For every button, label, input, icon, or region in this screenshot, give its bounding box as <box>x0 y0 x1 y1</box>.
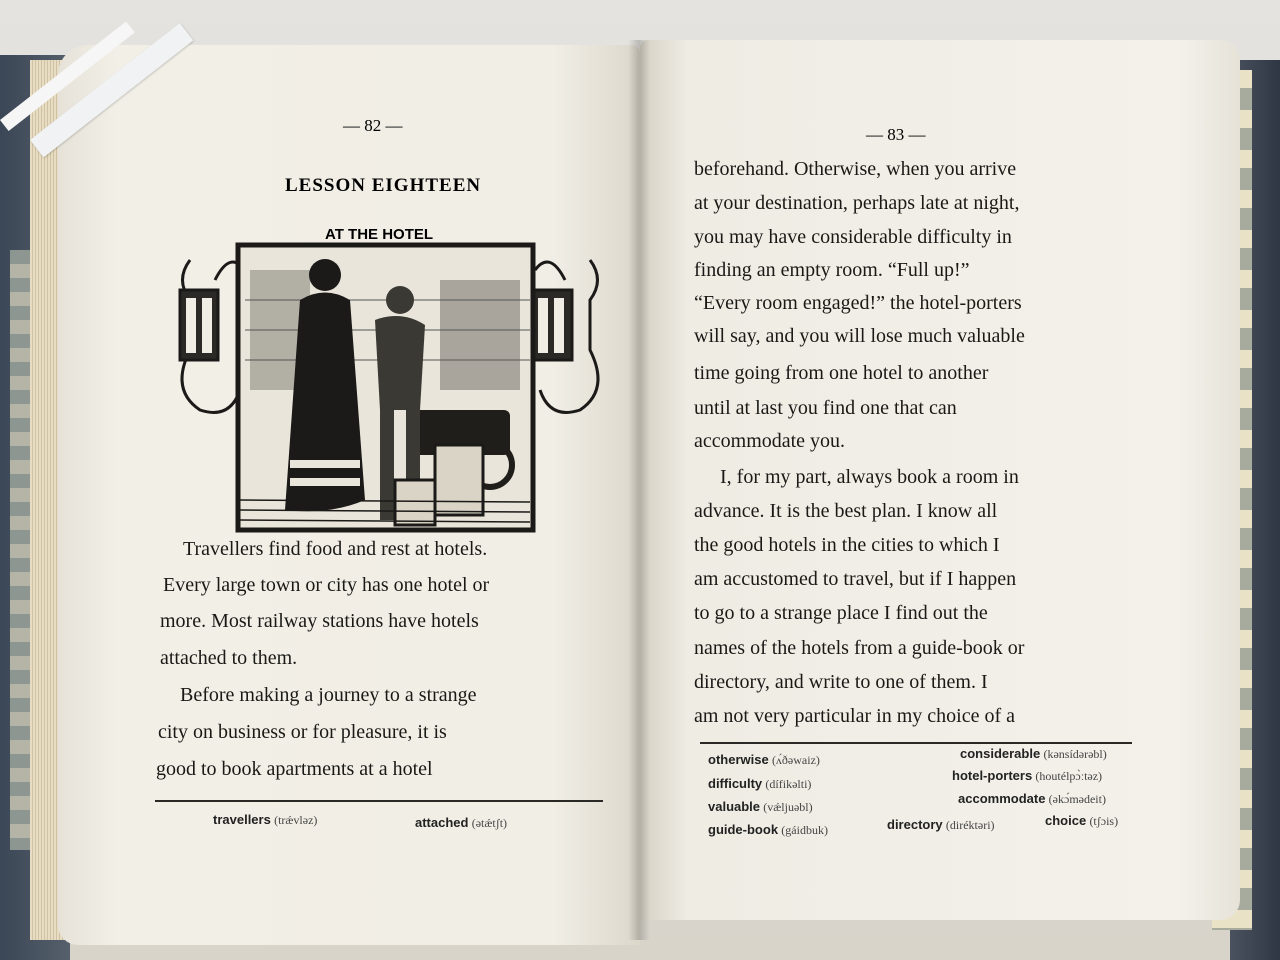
left-line-6: city on business or for pleasure, it is <box>158 721 447 743</box>
left-line-1: Travellers find food and rest at hotels. <box>183 538 488 560</box>
right-line-1: beforehand. Otherwise, when you arrive <box>694 158 1017 180</box>
lantern-left-icon <box>180 260 245 413</box>
right-line-5: “Every room engaged!” the hotel-porters <box>694 292 1022 314</box>
right-gloss-9: choice (tʃɔis) <box>1045 813 1119 828</box>
right-line-14: to go to a strange place I find out the <box>694 602 988 624</box>
right-gloss-2: considerable (kənsídərəbl) <box>960 746 1107 761</box>
right-line-8: until at last you find one that can <box>694 397 957 419</box>
lesson-subtitle: AT THE HOTEL <box>325 226 434 243</box>
right-gloss-8: directory (diréktəri) <box>887 817 995 832</box>
right-line-13: am accustomed to travel, but if I happen <box>694 568 1017 590</box>
page-number-left: — 82 — <box>343 116 403 135</box>
right-gloss-4: hotel-porters (houtélpɔ̀ːtəz) <box>952 768 1103 783</box>
right-line-11: advance. It is the best plan. I know all <box>694 500 998 522</box>
right-line-15: names of the hotels from a guide-book or <box>694 637 1025 659</box>
left-line-3: more. Most railway stations have hotels <box>160 610 479 632</box>
right-gloss-7: guide-book (gáidbuk) <box>708 822 828 837</box>
hotel-doorway-illustration <box>170 240 610 535</box>
right-line-16: directory, and write to one of them. I <box>694 671 988 693</box>
left-gloss-2: attached (ətǽtʃt) <box>415 815 508 830</box>
left-line-2: Every large town or city has one hotel or <box>163 574 490 596</box>
right-line-3: you may have considerable difficulty in <box>694 226 1012 248</box>
lesson-title: LESSON EIGHTEEN <box>285 175 482 196</box>
lantern-right-icon <box>532 260 598 413</box>
left-line-4: attached to them. <box>160 647 298 669</box>
page-number-right: — 83 — <box>866 125 926 144</box>
right-line-17: am not very particular in my choice of a <box>694 705 1015 727</box>
left-gloss-1: travellers (trǽvləz) <box>213 812 318 827</box>
left-footnote-rule <box>155 800 603 802</box>
left-line-7: good to book apartments at a hotel <box>156 758 433 780</box>
right-line-10: I, for my part, always book a room in <box>720 466 1019 488</box>
right-line-4: finding an empty room. “Full up!” <box>694 259 970 281</box>
right-footnote-rule <box>700 742 1132 744</box>
right-line-2: at your destination, perhaps late at night, <box>694 192 1020 214</box>
right-gloss-5: valuable (vǽljuəbl) <box>708 799 813 814</box>
book-gutter <box>628 40 650 940</box>
right-line-12: the good hotels in the cities to which I <box>694 534 1000 556</box>
right-line-6: will say, and you will lose much valuable <box>694 325 1025 347</box>
right-gloss-6: accommodate (əkɔ́mədeit) <box>958 791 1106 806</box>
right-gloss-1: otherwise (ʌ́ðəwaiz) <box>708 752 820 767</box>
right-line-9: accommodate you. <box>694 430 846 452</box>
right-line-7: time going from one hotel to another <box>694 362 989 384</box>
right-gloss-3: difficulty (dífikəlti) <box>708 776 812 791</box>
left-line-5: Before making a journey to a strange <box>180 684 477 706</box>
